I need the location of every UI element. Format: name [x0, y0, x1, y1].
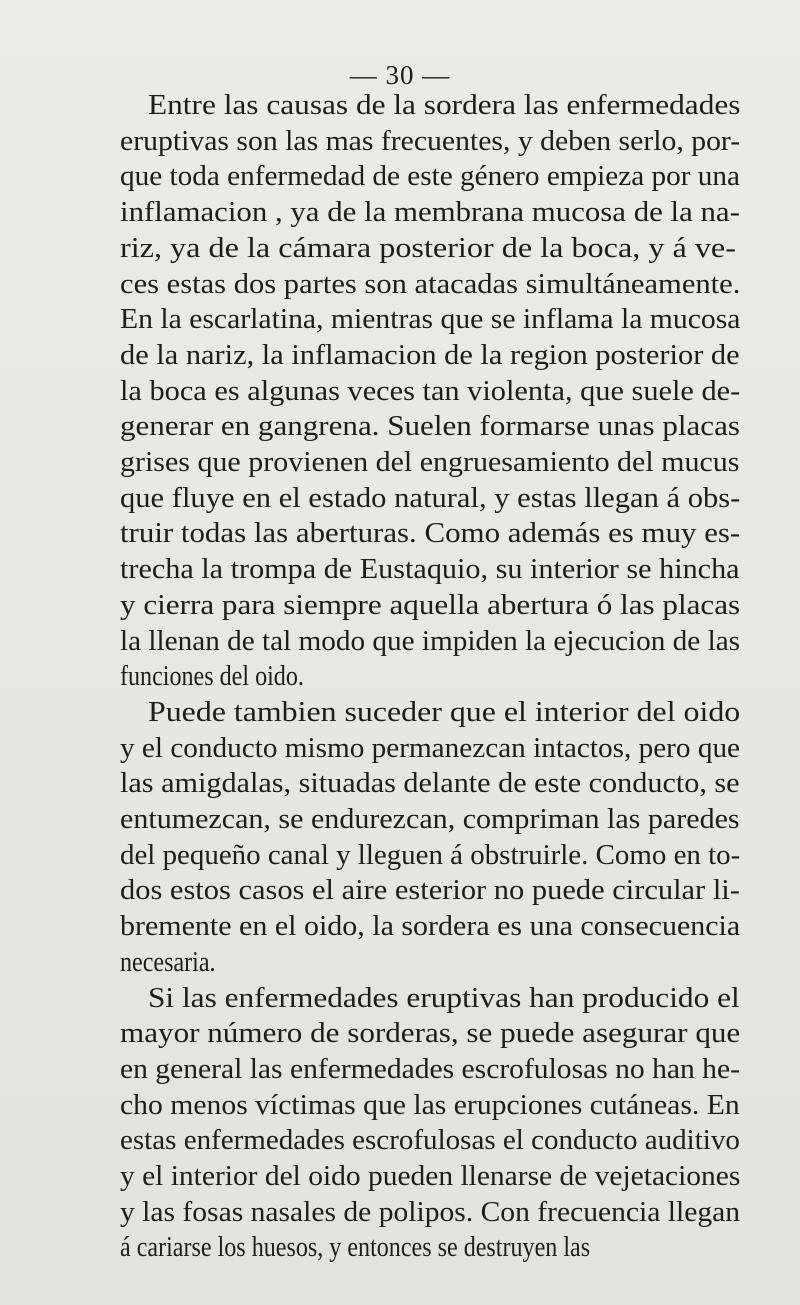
text-line: á cariarse los huesos, y entonces se destruyen las: [120, 1232, 591, 1264]
text-line: Puede tambien suceder que el interior del oido: [148, 696, 741, 728]
text-line: que toda enfermedad de este género empieza por una: [120, 161, 740, 193]
text-line: del pequeño canal y lleguen á obstruirle. Como en to-: [120, 839, 741, 871]
text-line: mayor número de sorderas, se puede asegurar que: [120, 1018, 741, 1050]
text-line: Entre las causas de la sordera las enfermedades: [148, 90, 741, 121]
text-line: y el conducto mismo permanezcan intactos, pero que: [120, 732, 741, 764]
text-line: inflamacion , ya de la membrana mucosa de la na-: [120, 197, 740, 229]
text-line: la llenan de tal modo que impiden la ejecucion de las: [120, 625, 741, 657]
text-line: necesaria.: [120, 946, 216, 978]
text-line: riz, ya de la cámara posterior de la boca, y á ve-: [120, 232, 736, 264]
text-line: entumezcan, se endurezcan, compriman las paredes: [120, 804, 740, 835]
page-number: — 30 —: [349, 60, 451, 90]
text-line: de la nariz, la inflamacion de la region posterior de: [120, 339, 740, 371]
text-line: dos estos casos el aire esterior no puede circular li-: [120, 875, 740, 907]
text-line: en general las enfermedades escrofulosas no han he-: [120, 1053, 740, 1085]
text-line: cho menos víctimas que las erupciones cutáneas. En: [120, 1089, 740, 1121]
text-line: y cierra para siempre aquella abertura ó las placas: [120, 589, 741, 621]
text-line: bremente en el oido, la sordera es una consecuencia: [120, 911, 741, 943]
text-line: truir todas las aberturas. Como además es muy es-: [120, 518, 741, 550]
text-line: que fluye en el estado natural, y estas llegan á obs-: [120, 482, 741, 514]
text-line: ces estas dos partes son atacadas simultáneamente.: [120, 268, 741, 300]
text-line: Si las enfermedades eruptivas han producido el: [148, 982, 740, 1014]
text-line: generar en gangrena. Suelen formarse unas placas: [120, 411, 740, 443]
text-line: estas enfermedades escrofulosas el conducto auditivo: [120, 1125, 740, 1157]
text-line: y el interior del oido pueden llenarse de vejetaciones: [120, 1161, 741, 1192]
text-line: trecha la trompa de Eustaquio, su interior se hincha: [120, 554, 740, 586]
text-line: grises que provienen del engruesamiento del mucus: [120, 447, 740, 478]
text-line: las amigdalas, situadas delante de este conducto, se: [120, 768, 740, 800]
text-line: eruptivas son las mas frecuentes, y deben serlo, por-: [120, 125, 741, 157]
text-line: la boca es algunas veces tan violenta, que suele de-: [120, 375, 741, 407]
text-line: funciones del oido.: [120, 661, 304, 693]
text-line: En la escarlatina, mientras que se inflama la mucosa: [120, 304, 741, 336]
text-line: y las fosas nasales de polipos. Con frecuencia llegan: [120, 1196, 741, 1228]
